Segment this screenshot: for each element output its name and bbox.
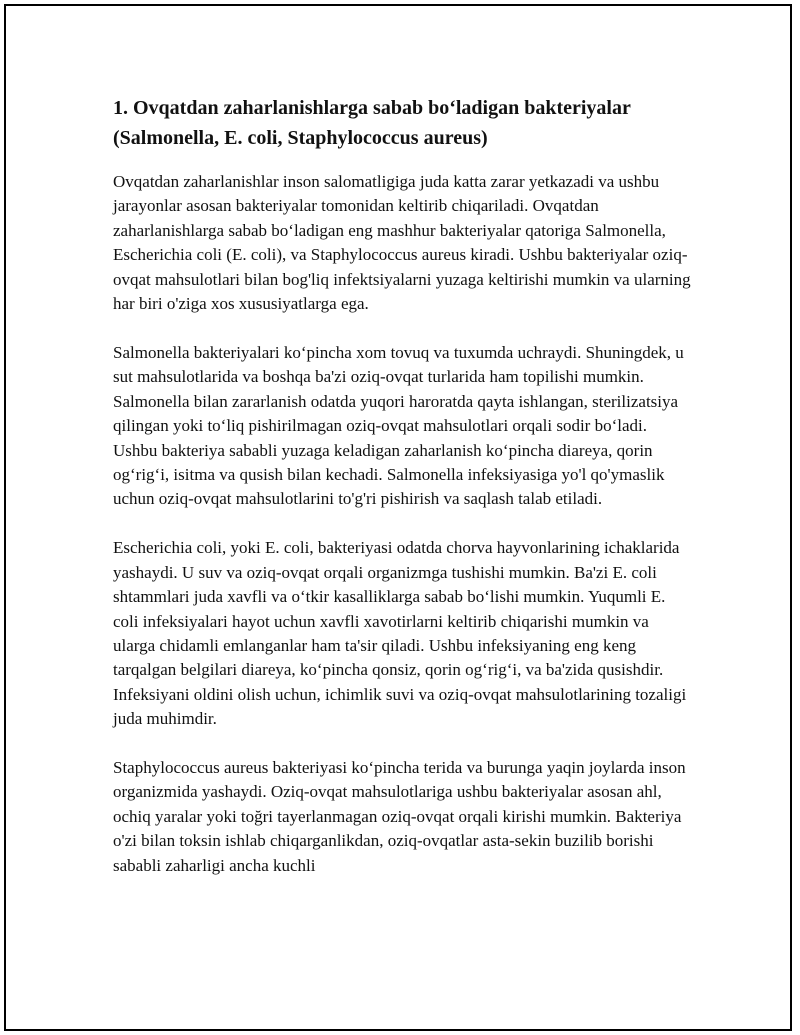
paragraph-intro: Ovqatdan zaharlanishlar inson salomatligiga juda katta zarar yetkazadi va ushbu jarayonlar asosan bakteriyalar tomonidan keltirib chiqariladi. Ovqatdan zaharlanishlarga sabab bo‘ladigan eng mashhur bakteriyalar qatoriga Salmonella, Escherichia coli (E. coli), va Staphylococcus aureus kiradi. Ushbu bakteriyalar oziq-ovqat mahsulotlari bilan bog'liq infektsiyalarni yuzaga keltirishi mumkin va ularning har biri o'ziga xos xususiyatlarga ega. [113, 172, 691, 314]
paragraph-e-coli: Escherichia coli, yoki E. coli, bakteriyasi odatda chorva hayvonlarining ichaklarida yashaydi. U suv va oziq-ovqat orqali organizmga tushishi mumkin. Ba'zi E. coli shtammlari juda xavfli va o‘tkir kasalliklarga sabab bo‘lishi mumkin. Yuqumli E. coli infeksiyalari hayot uchun xavfli xavotirlarni keltirib chiqarishi mumkin va ularga chidamli emlanganlar ham ta'sir qiladi. Ushbu infeksiyaning eng keng tarqalgan belgilari diareya, ko‘pincha qonsiz, qorin og‘rig‘i, va ba'zida qusishdir. Infeksiyani oldini olish uchun, ichimlik suvi va oziq-ovqat mahsulotlarining tozaligi juda muhimdir. [113, 538, 687, 729]
section-heading: 1. Ovqatdan zaharlanishlarga sabab bo‘ladigan bakteriyalar (Salmonella, E. coli, Staphylococcus aureus) [113, 97, 631, 149]
paragraph-salmonella: Salmonella bakteriyalari ko‘pincha xom tovuq va tuxumda uchraydi. Shuningdek, u sut mahsulotlarida va boshqa ba'zi oziq-ovqat turlarida ham topilishi mumkin. Salmonella bilan zararlanish odatda yuqori haroratda qayta ishlangan, sterilizatsiya qilingan yoki to‘liq pishirilmagan oziq-ovqat mahsulotlari orqali sodir bo‘ladi. Ushbu bakteriya sababli yuzaga keladigan zaharlanish ko‘pincha diareya, qorin og‘rig‘i, isitma va qusish bilan kechadi. Salmonella infeksiyasiga yo'l qo'ymaslik uchun oziq-ovqat mahsulotlarini to'g'ri pishirish va saqlash talab etiladi. [113, 342, 684, 509]
paragraph-staphylococcus: Staphylococcus aureus bakteriyasi ko‘pincha terida va burunga yaqin joylarda inson organizmida yashaydi. Oziq-ovqat mahsulotlariga ushbu bakteriyalar asosan ahl, ochiq yaralar yoki toğri tayerlanmagan oziq-ovqat orqali kirishi mumkin. Bakteriya o'zi bilan toksin ishlab chiqarganlikdan, oziq-ovqatlar asta-sekin buzilib borishi sababli zaharligi ancha kuchli [113, 758, 686, 875]
document-body [113, 93, 693, 903]
